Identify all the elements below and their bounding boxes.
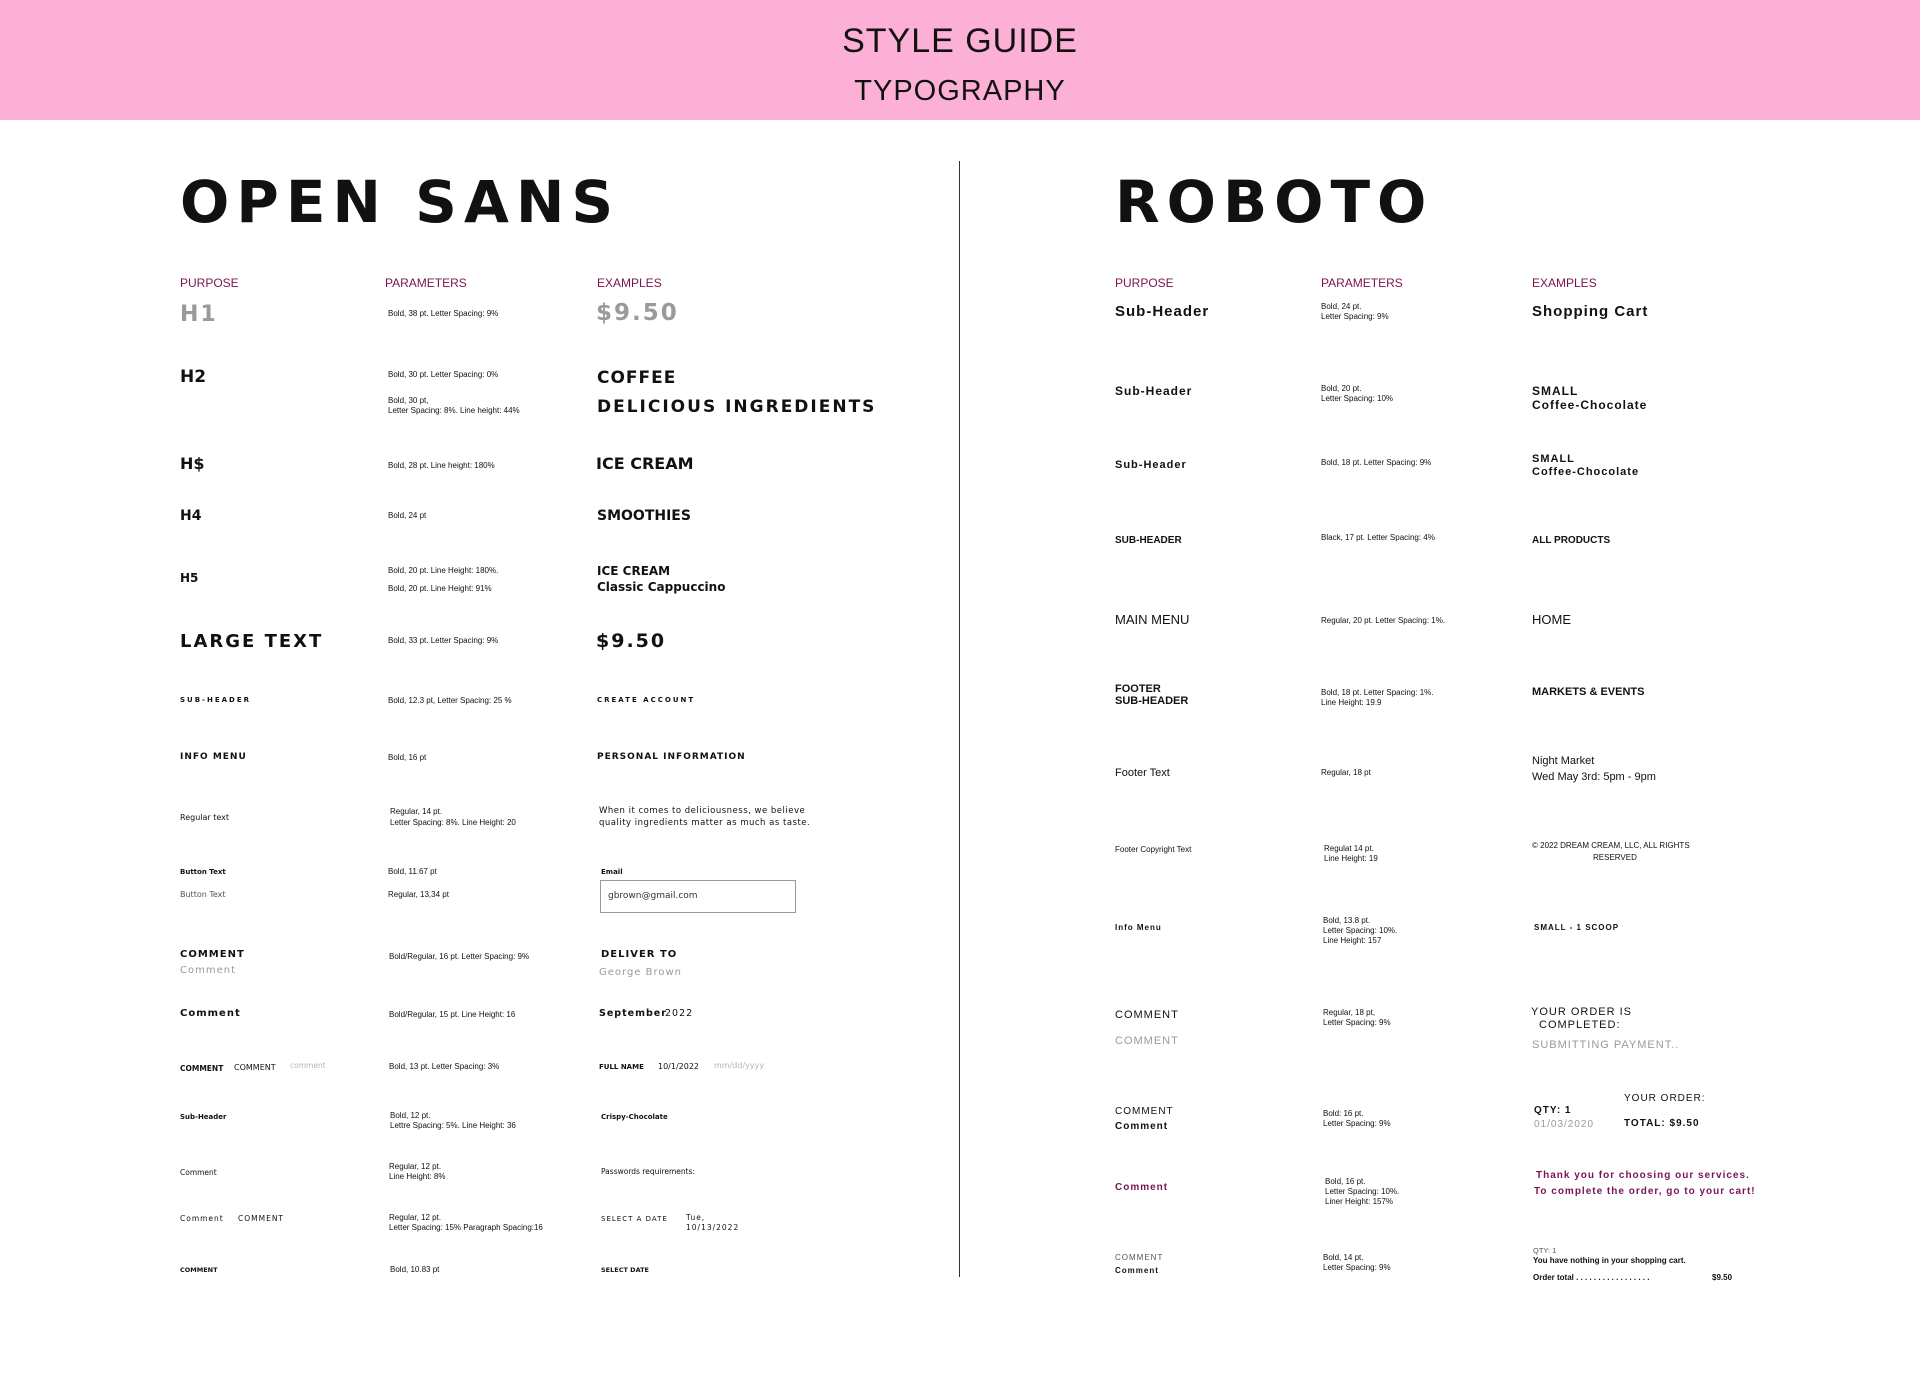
order-date-example: 01/03/2020 [1534,1119,1595,1130]
r-comment-18-purpose-2: COMMENT [1115,1035,1179,1047]
r-comment-plum-params-2: Letter Spacing: 10%. [1325,1187,1400,1196]
coffee-chocolate-example-2: Coffee-Chocolate [1532,466,1640,478]
left-examples-header: EXAMPLES [597,276,662,290]
r-info-menu-params-2: Letter Spacing: 10%. [1323,926,1398,935]
r-comment-18-params: Regular, 18 pt, [1323,1008,1376,1017]
regular-text-example: When it comes to deliciousness, we believe [599,806,806,816]
left-parameters-header: PARAMETERS [385,276,467,290]
regular-text-params: Regular, 14 pt. [390,807,443,816]
h4-params: Bold, 24 pt [388,511,427,520]
r-comment-16-params-2: Letter Spacing: 9% [1323,1119,1391,1128]
full-name-date: 10/1/2022 [658,1062,700,1071]
qty-small-example: QTY: 1 [1533,1246,1557,1255]
regular-text-purpose: Regular text [180,813,230,822]
r-sub-header-24-purpose: Sub-Header [1115,303,1210,320]
sub-header-12-params-2: Lettre Spacing: 5%. Line Height: 36 [390,1121,516,1130]
email-input[interactable] [600,880,796,913]
small-example-1: SMALL [1532,384,1579,398]
comment-spacing-params: Regular, 12 pt. [389,1213,442,1222]
page-title: STYLE GUIDE [842,22,1078,60]
comment-params: Bold/Regular, 16 pt. Letter Spacing: 9% [389,952,530,961]
r-sub-header-24-params-2: Letter Spacing: 9% [1321,312,1389,321]
email-input-value: gbrown@gmail.com [608,891,698,901]
order-total-label: Order total . . . . . . . . . . . . . . . . . [1533,1273,1650,1282]
large-text-params: Bold, 33 pt. Letter Spacing: 9% [388,636,499,645]
h5-example: ICE CREAM [597,564,671,578]
r-sub-header-20-params: Bold, 20 pt. [1321,384,1362,393]
empty-cart-example: You have nothing in your shopping cart. [1533,1256,1686,1265]
crispy-chocolate-example: Crispy-Chocolate [601,1113,668,1121]
small-example-2: SMALL [1532,453,1575,465]
h2-purpose: H2 [180,367,207,387]
info-menu-params: Bold, 16 pt [388,753,427,762]
right-parameters-header: PARAMETERS [1321,276,1403,290]
home-example[interactable]: HOME [1532,612,1571,627]
comment-13-bold-purpose: COMMENT [180,1064,224,1073]
large-text-example: $9.50 [596,630,667,652]
copyright-example: © 2022 DREAM CREAM, LLC, ALL RIGHTS [1532,841,1690,850]
comment-12-params-2: Line Height: 8% [389,1172,446,1181]
h1-purpose: H1 [180,302,218,327]
submitting-payment-example: SUBMITTING PAYMENT.. [1532,1039,1680,1051]
your-order-label: YOUR ORDER: [1624,1093,1706,1104]
comment-12-purpose: Comment [180,1168,217,1177]
night-market-time-example: Wed May 3rd: 5pm - 9pm [1532,771,1656,783]
h2-params-3: Letter Spacing: 8%. Line height: 44% [388,406,520,415]
button-text-regular-purpose: Button Text [180,890,226,899]
comment-13-regular-purpose: COMMENT [234,1063,276,1072]
complete-order-example: To complete the order, go to your cart! [1534,1186,1756,1197]
month-example: September [599,1008,667,1019]
select-date-button[interactable]: SELECT DATE [601,1266,649,1274]
r-sub-header-20-params-2: Letter Spacing: 10% [1321,394,1394,403]
date-placeholder: mm/dd/yyyy [714,1061,765,1070]
left-purpose-header: PURPOSE [180,276,239,290]
regular-text-params-2: Letter Spacing: 8%. Line Height: 20 [390,818,516,827]
footer-sub-header-params: Bold, 18 pt. Letter Spacing: 1%. [1321,688,1434,697]
footer-sub-header-params-2: Line Height: 19.9 [1321,698,1382,707]
h2-example: COFFEE [597,368,677,388]
r-comment-18-params-2: Letter Spacing: 9% [1323,1018,1391,1027]
r-info-menu-params-3: Line Height: 157 [1323,936,1382,945]
copyright-example-2: RESERVED [1593,853,1637,862]
select-a-date-label: SELECT A DATE [601,1215,668,1223]
coffee-chocolate-example-1: Coffee-Chocolate [1532,398,1648,412]
footer-copyright-purpose: Footer Copyright Text [1115,845,1192,854]
sub-header-purpose: SUB-HEADER [180,696,252,704]
r-comment-plum-purpose: Comment [1115,1182,1169,1193]
h5-params-2: Bold, 20 pt. Line Height: 91% [388,584,492,593]
comment-bold-purpose: COMMENT [180,949,245,960]
r-comment-16-purpose: COMMENT [1115,1106,1174,1117]
h5-params: Bold, 20 pt. Line Height: 180%. [388,566,499,575]
comment-regular-purpose: Comment [180,965,236,976]
r-sub-header-18-purpose: Sub-Header [1115,459,1187,471]
order-total-value: $9.50 [1712,1273,1733,1282]
comment-13-params: Bold, 13 pt. Letter Spacing: 3% [389,1062,500,1071]
sub-header-example: CREATE ACCOUNT [597,696,696,704]
large-text-purpose: LARGE TEXT [180,631,324,652]
comment-12-params: Regular, 12 pt. [389,1162,442,1171]
footer-text-purpose: Footer Text [1115,767,1170,779]
comment-1083-purpose: COMMENT [180,1266,218,1274]
all-products-example: ALL PRODUCTS [1532,535,1611,546]
full-name-label: FULL NAME [599,1063,644,1071]
comment-spacing-params-2: Letter Spacing: 15% Paragraph Spacing:16 [389,1223,543,1232]
r-comment-plum-params: Bold, 16 pt. [1325,1177,1366,1186]
button-text-params-2: Regular, 13,34 pt [388,890,449,899]
comment-15-purpose: Comment [180,1008,241,1019]
shopping-cart-example: Shopping Cart [1532,303,1649,320]
main-menu-params: Regular, 20 pt. Letter Spacing: 1%. [1321,616,1446,625]
comment-spacing-purpose: Comment [180,1214,224,1223]
comment-spacing-caps-purpose: COMMENT [238,1214,285,1223]
total-example: TOTAL: $9.50 [1624,1118,1700,1129]
r-sub-header-black-params: Black, 17 pt. Letter Spacing: 4% [1321,533,1435,542]
h3-example: ICE CREAM [596,454,694,473]
r-sub-header-20-purpose: Sub-Header [1115,384,1193,398]
r-sub-header-18-params: Bold, 18 pt. Letter Spacing: 9% [1321,458,1432,467]
sub-header-12-params: Bold, 12 pt. [390,1111,431,1120]
roboto-title: ROBOTO [1115,168,1434,236]
r-comment-14-purpose: COMMENT [1115,1253,1164,1262]
small-scoop-example: SMALL - 1 SCOOP [1534,923,1620,932]
r-comment-14-purpose-2: Comment [1115,1266,1159,1275]
h2-example-2: DELICIOUS INGREDIENTS [597,397,877,417]
column-divider [959,161,960,1277]
footer-text-params: Regular, 18 pt [1321,768,1371,777]
email-label: Email [601,868,623,876]
right-examples-header: EXAMPLES [1532,276,1597,290]
h3-purpose: H$ [180,454,205,473]
h3-params: Bold, 28 pt. Line height: 180% [388,461,495,470]
sub-header-params: Bold, 12.3 pt, Letter Spacing: 25 % [388,696,512,705]
footer-copyright-params-2: Line Height: 19 [1324,854,1378,863]
header-banner [0,0,1920,120]
info-menu-example: PERSONAL INFORMATION [597,752,746,762]
year-example: 2022 [665,1008,694,1019]
r-comment-plum-params-3: Liner Height: 157% [1325,1197,1394,1206]
order-completed-example-2: COMPLETED: [1539,1019,1621,1031]
h5-example-2: Classic Cappuccino [597,580,726,594]
select-a-date-day: Tue, [686,1213,706,1222]
h5-purpose: H5 [180,571,199,585]
r-comment-16-params: Bold: 16 pt. [1323,1109,1364,1118]
thank-you-example: Thank you for choosing our services. [1536,1170,1750,1181]
open-sans-title: OPEN SANS [180,168,621,236]
h1-example: $9.50 [596,300,679,326]
r-sub-header-black-purpose: SUB-HEADER [1115,535,1182,546]
r-sub-header-24-params: Bold, 24 pt. [1321,302,1362,311]
h2-params: Bold, 30 pt. Letter Spacing: 0% [388,370,499,379]
r-comment-14-params-2: Letter Spacing: 9% [1323,1263,1391,1272]
footer-sub-header-purpose-2: SUB-HEADER [1115,695,1189,707]
footer-sub-header-purpose: FOOTER [1115,683,1161,695]
main-menu-purpose: MAIN MENU [1115,612,1190,627]
r-comment-16-purpose-2: Comment [1115,1121,1169,1132]
button-text-params: Bold, 11.67 pt [388,867,437,876]
right-purpose-header: PURPOSE [1115,276,1174,290]
markets-events-example[interactable]: MARKETS & EVENTS [1532,686,1645,698]
h2-params-2: Bold, 30 pt, [388,396,429,405]
comment-15-params: Bold/Regular, 15 pt. Line Height: 16 [389,1010,516,1019]
comment-13-light-purpose: comment [290,1061,326,1070]
r-comment-18-purpose: COMMENT [1115,1009,1179,1021]
r-info-menu-purpose: Info Menu [1115,923,1162,932]
deliver-to-name: George Brown [599,967,683,978]
order-completed-example: YOUR ORDER IS [1531,1006,1633,1018]
button-text-bold-purpose: Button Text [180,868,226,876]
footer-copyright-params: Regulat 14 pt. [1324,844,1374,853]
page-subtitle: TYPOGRAPHY [854,75,1066,107]
qty-example: QTY: 1 [1534,1105,1572,1116]
sub-header-12-purpose: Sub-Header [180,1113,227,1121]
r-info-menu-params: Bold, 13.8 pt. [1323,916,1371,925]
info-menu-purpose: INFO MENU [180,752,247,762]
comment-1083-params: Bold, 10.83 pt [390,1265,440,1274]
r-comment-14-params: Bold, 14 pt. [1323,1253,1364,1262]
regular-text-example-2: quality ingredients matter as much as taste. [599,818,811,828]
h4-example: SMOOTHIES [597,508,691,524]
h1-params: Bold, 38 pt. Letter Spacing: 9% [388,309,499,318]
night-market-example: Night Market [1532,755,1595,767]
select-a-date-value: 10/13/2022 [686,1223,740,1232]
h4-purpose: H4 [180,508,202,524]
deliver-to-label: DELIVER TO [601,949,678,960]
password-requirements-example: Passwords requirements: [601,1167,696,1176]
